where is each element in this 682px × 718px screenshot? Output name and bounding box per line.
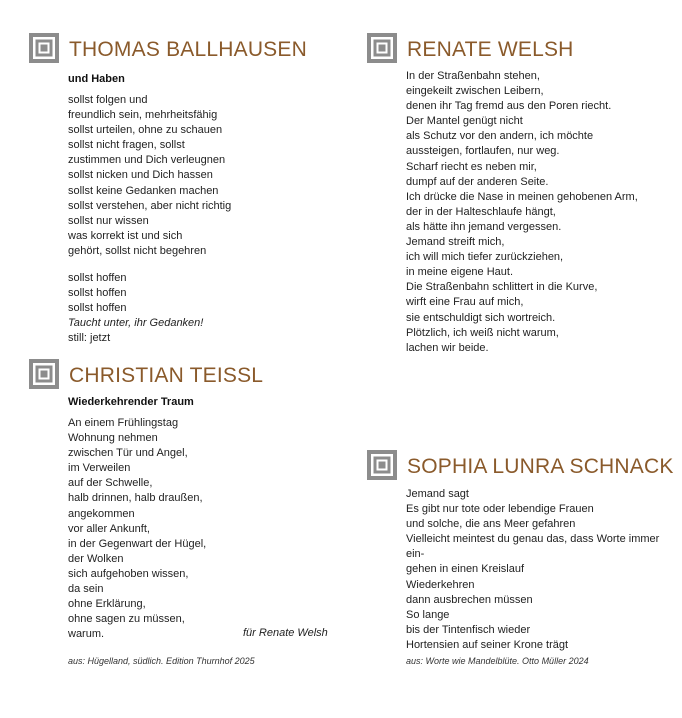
poem-line: aussteigen, fortlaufen, nur weg. [406, 145, 560, 158]
poem-line: An einem Frühlingstag [68, 417, 179, 429]
poem-line: was korrekt ist und sich [68, 229, 183, 242]
section-header [367, 450, 677, 484]
poem-line: in meine eigene Haut. [406, 266, 514, 279]
author-name: RENATE WELSH [407, 38, 574, 61]
poem-line: sollst hoffen [68, 287, 127, 300]
poem-line: Plötzlich, ich weiß nicht warum, [406, 326, 559, 339]
poem-title: und Haben [68, 73, 125, 85]
poem-line: lachen wir beide. [406, 341, 489, 354]
poem-title: Wiederkehrender Traum [68, 396, 194, 408]
poem-line: Wohnung nehmen [68, 432, 158, 445]
poem-line: ohne Erklärung, [68, 598, 146, 611]
poem-text [406, 69, 638, 356]
poem-line: sollst hoffen [68, 272, 127, 285]
poem-line: sollst verstehen, aber nicht richtig [68, 199, 232, 212]
poem-line: sollst nicht fragen, sollst [68, 139, 185, 152]
source-citation: aus: Hügelland, südlich. Edition Thurnhof 2025 [68, 656, 255, 666]
poem-line: freundlich sein, mehrheitsfähig [68, 109, 218, 122]
poem-line: halb drinnen, halb draußen, [68, 492, 203, 505]
concentric-squares-icon [29, 359, 59, 389]
source-citation: aus: Worte wie Mandelblüte. Otto Müller 2024 [406, 656, 589, 666]
poem-line: angekommen [68, 507, 135, 520]
poem-line: eingekeilt zwischen Leibern, [406, 85, 544, 98]
poem-line: sollst keine Gedanken machen [68, 184, 219, 197]
poem-line: So lange [406, 608, 450, 621]
poem-line: Jemand sagt [406, 488, 469, 500]
poem-line: sich aufgehoben wissen, [68, 567, 189, 580]
poem-line: dann ausbrechen müssen [406, 593, 533, 606]
section-teissl [29, 359, 329, 666]
poem-line: Die Straßenbahn schlittert in die Kurve, [406, 281, 598, 294]
poem-line: der in der Halteschlaufe hängt, [406, 205, 556, 218]
poem-line: der Wolken [68, 552, 124, 565]
poem-line: Der Mantel genügt nicht [406, 115, 523, 128]
poem-line: ein- [406, 548, 425, 561]
poem-line: Wiederkehren [406, 578, 475, 591]
section-header [29, 359, 329, 393]
poem-line: dumpf auf der anderen Seite. [406, 175, 549, 188]
poem-line: Es gibt nur tote oder lebendige Frauen [406, 503, 594, 516]
poem-line: ich will mich tiefer zurückziehen, [406, 251, 564, 264]
dedication: für Renate Welsh [243, 627, 328, 639]
poem-line: Vielleicht meintest du genau das, dass Worte immer [406, 533, 660, 546]
poem-line: Jemand streift mich, [406, 236, 505, 249]
author-name: SOPHIA LUNRA SCHNACK [407, 455, 674, 478]
concentric-squares-icon [29, 33, 59, 63]
poem-line: zwischen Tür und Angel, [68, 447, 188, 460]
poem-line: denen ihr Tag fremd aus den Poren riecht. [406, 100, 612, 113]
poem-line: Scharf riecht es neben mir, [406, 160, 537, 173]
poem-line: sollst folgen und [68, 94, 148, 106]
poem-line: gehen in einen Kreislauf [406, 563, 525, 576]
section-schnack [367, 450, 677, 666]
poem-line: im Verweilen [68, 462, 131, 475]
stanza-gap [68, 259, 231, 271]
poem-line: und solche, die ans Meer gefahren [406, 518, 576, 531]
poem-text [406, 487, 659, 653]
poem-line: still: jetzt [68, 332, 111, 345]
author-name: THOMAS BALLHAUSEN [69, 38, 307, 61]
poem-line: In der Straßenbahn stehen, [406, 70, 540, 82]
poem-line: als Schutz vor den andern, ich möchte [406, 130, 594, 143]
poem-text [68, 93, 231, 347]
poem-line: Ich drücke die Nase in meinen gehobenen Arm, [406, 190, 638, 203]
poem-line: wirft eine Frau auf mich, [406, 296, 524, 309]
poem-line: gehört, sollst nicht begehren [68, 244, 207, 257]
poem-line: sollst hoffen [68, 302, 127, 315]
poem-line: Hortensien auf seiner Krone trägt [406, 638, 569, 651]
poem-text [68, 416, 206, 642]
poem-line: auf der Schwelle, [68, 477, 153, 490]
poem-line: warum. [68, 628, 105, 641]
poem-line: Taucht unter, ihr Gedanken! [68, 317, 204, 330]
poem-line: in der Gegenwart der Hügel, [68, 537, 207, 550]
concentric-squares-icon [367, 33, 397, 63]
poem-line: ohne sagen zu müssen, [68, 613, 185, 626]
poem-line: zustimmen und Dich verleugnen [68, 154, 226, 167]
poem-line: sollst nicken und Dich hassen [68, 169, 213, 182]
poem-line: bis der Tintenfisch wieder [406, 623, 531, 636]
poem-line: als hätte ihn jemand vergessen. [406, 220, 562, 233]
concentric-squares-icon [367, 450, 397, 480]
poem-line: da sein [68, 583, 104, 596]
poem-line: vor aller Ankunft, [68, 522, 150, 535]
poem-line: sie entschuldigt sich wortreich. [406, 311, 556, 324]
poem-line: sollst nur wissen [68, 214, 149, 227]
author-name: CHRISTIAN TEISSL [69, 364, 264, 387]
poem-line: sollst urteilen, ohne zu schauen [68, 124, 223, 137]
